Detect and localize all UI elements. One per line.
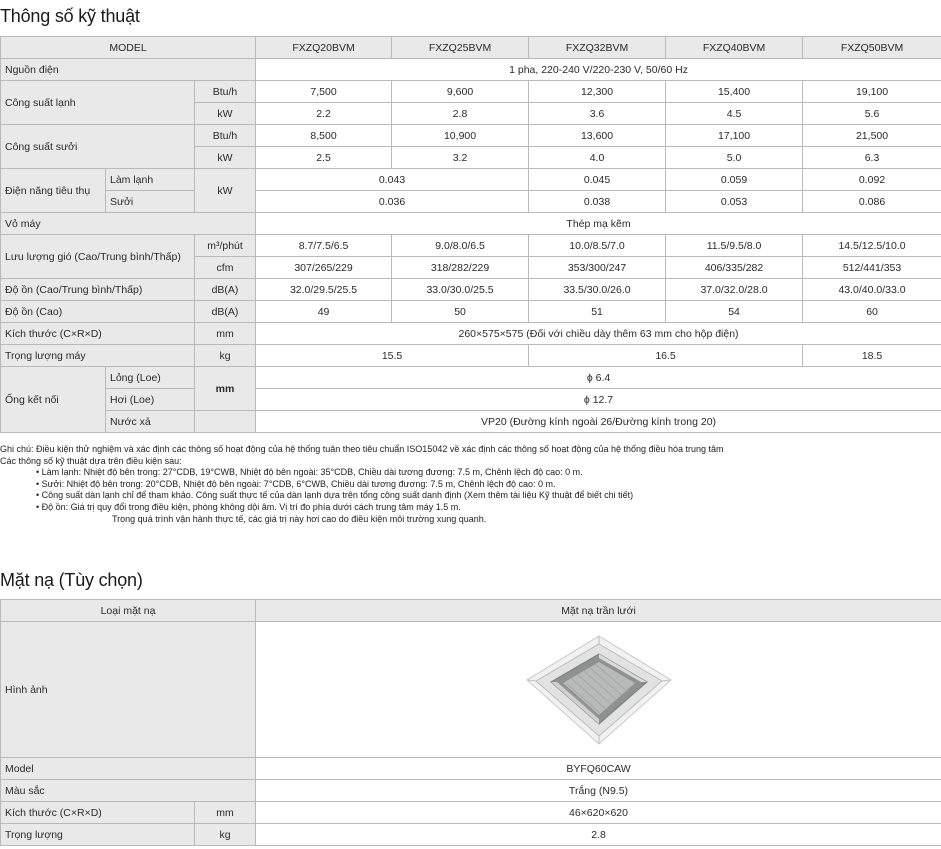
value-cell: 21,500 bbox=[803, 125, 941, 147]
unit-cell: mm bbox=[195, 367, 256, 411]
spec-table bbox=[0, 36, 941, 433]
note-bullet: • Sưởi: Nhiệt độ bên trong: 20°CDB, Nhiệt độ bên ngoài: 7°CDB, 6°CWB, Chiều dài tương đương: 7.5 m, Chênh lệch độ cao: 0 m. bbox=[36, 478, 556, 489]
value-cell: 5.0 bbox=[666, 147, 803, 169]
panel-image-cell bbox=[256, 622, 941, 758]
model-name: FXZQ20BVM bbox=[256, 37, 392, 59]
noise-high-label: Độ ồn (Cao) bbox=[1, 301, 195, 323]
value-cell: 2.2 bbox=[256, 103, 392, 125]
unit-cell: cfm bbox=[195, 257, 256, 279]
model-name: FXZQ40BVM bbox=[666, 37, 803, 59]
unit-cell: kg bbox=[195, 345, 256, 367]
value-cell: 353/300/247 bbox=[529, 257, 666, 279]
model-name: FXZQ25BVM bbox=[392, 37, 529, 59]
sub-label: Làm lạnh bbox=[106, 169, 195, 191]
value-cell: 0.059 bbox=[666, 169, 803, 191]
value-cell: 8.7/7.5/6.5 bbox=[256, 235, 392, 257]
dimensions-label: Kích thước (C×R×D) bbox=[1, 323, 195, 345]
panel-dim-value: 46×620×620 bbox=[256, 802, 941, 824]
value-cell: 18.5 bbox=[803, 345, 941, 367]
unit-cell: kg bbox=[195, 824, 256, 846]
value-cell: 2.5 bbox=[256, 147, 392, 169]
value-cell: 13,600 bbox=[529, 125, 666, 147]
value-cell: 512/441/353 bbox=[803, 257, 941, 279]
unit-cell: kW bbox=[195, 147, 256, 169]
value-cell: 4.0 bbox=[529, 147, 666, 169]
note-bullet: • Làm lạnh: Nhiệt độ bên trong: 27°CDB, 19°CWB, Nhiệt độ bên ngoài: 35°CDB, Chiều dài tương đương: 7.5 m, Chênh lệch độ cao: 0 m. bbox=[36, 467, 583, 478]
value-cell: 9,600 bbox=[392, 81, 529, 103]
value-cell: 4.5 bbox=[666, 103, 803, 125]
unit-cell: Btu/h bbox=[195, 125, 256, 147]
value-cell: 2.8 bbox=[392, 103, 529, 125]
value-cell: 17,100 bbox=[666, 125, 803, 147]
power-consumption-label: Điện năng tiêu thụ bbox=[1, 169, 106, 213]
value-cell: 51 bbox=[529, 301, 666, 323]
panel-model-value: BYFQ60CAW bbox=[256, 758, 941, 780]
note-line: Ghi chú: Điều kiện thử nghiệm và xác định các thông số hoạt động của hệ thống tuân theo tiêu chuẩn ISO15042 về xác định các thông số hoạt động của hệ thống điều hòa trung tâm bbox=[0, 444, 724, 454]
sub-label: Hơi (Loe) bbox=[106, 389, 195, 411]
panel-weight-value: 2.8 bbox=[256, 824, 941, 846]
casing-label: Vỏ máy bbox=[1, 213, 256, 235]
sub-label: Nước xả bbox=[106, 411, 195, 433]
value-cell: 307/265/229 bbox=[256, 257, 392, 279]
cooling-capacity-label: Công suất lạnh bbox=[1, 81, 195, 125]
value-cell: 60 bbox=[803, 301, 941, 323]
value-cell: ϕ 12.7 bbox=[256, 389, 941, 411]
unit-cell: dB(A) bbox=[195, 301, 256, 323]
value-cell: 0.092 bbox=[803, 169, 941, 191]
value-cell: 8,500 bbox=[256, 125, 392, 147]
value-cell: 0.043 bbox=[256, 169, 529, 191]
value-cell: 0.036 bbox=[256, 191, 529, 213]
heating-capacity-label: Công suất sưởi bbox=[1, 125, 195, 169]
panel-weight-label: Trọng lượng bbox=[1, 824, 195, 846]
sub-label: Lỏng (Loe) bbox=[106, 367, 195, 389]
note-bullet: • Độ ồn: Giá trị quy đổi trong điều kiện, phòng không dội âm. Vị trí đo phía dưới cách trung tâm máy 1.5 m. bbox=[36, 501, 461, 512]
value-cell: 32.0/29.5/25.5 bbox=[256, 279, 392, 301]
value-cell: 50 bbox=[392, 301, 529, 323]
unit-cell: kW bbox=[195, 103, 256, 125]
value-cell: 16.5 bbox=[529, 345, 803, 367]
value-cell: 0.038 bbox=[529, 191, 666, 213]
note-line: Các thông số kỹ thuật dựa trên điều kiện sau: bbox=[0, 455, 182, 466]
panel-title: Mặt nạ (Tùy chọn) bbox=[0, 570, 143, 590]
power-source-label: Nguồn điện bbox=[1, 59, 256, 81]
notes bbox=[0, 444, 941, 525]
value-cell: 0.086 bbox=[803, 191, 941, 213]
panel-type-label: Loại mặt nạ bbox=[1, 600, 256, 622]
value-cell: 0.045 bbox=[529, 169, 666, 191]
dimensions-value: 260×575×575 (Đối với chiều dày thêm 63 mm cho hộp điện) bbox=[256, 323, 941, 345]
value-cell: 11.5/9.5/8.0 bbox=[666, 235, 803, 257]
value-cell: 33.0/30.0/25.5 bbox=[392, 279, 529, 301]
unit-cell: mm bbox=[195, 323, 256, 345]
model-name: FXZQ32BVM bbox=[529, 37, 666, 59]
sub-label: Sưởi bbox=[106, 191, 195, 213]
value-cell: 19,100 bbox=[803, 81, 941, 103]
noise-label: Độ ồn (Cao/Trung bình/Thấp) bbox=[1, 279, 195, 301]
value-cell: 406/335/282 bbox=[666, 257, 803, 279]
panel-image-label: Hình ảnh bbox=[1, 622, 256, 758]
unit-cell: kW bbox=[195, 169, 256, 213]
value-cell: ϕ 6.4 bbox=[256, 367, 941, 389]
value-cell: 14.5/12.5/10.0 bbox=[803, 235, 941, 257]
value-cell: 54 bbox=[666, 301, 803, 323]
value-cell: VP20 (Đường kính ngoài 26/Đường kính trong 20) bbox=[256, 411, 941, 433]
value-cell: 6.3 bbox=[803, 147, 941, 169]
value-cell: 7,500 bbox=[256, 81, 392, 103]
model-header: MODEL bbox=[1, 37, 256, 59]
unit-cell: Btu/h bbox=[195, 81, 256, 103]
unit-cell: mm bbox=[195, 802, 256, 824]
panel-color-value: Trắng (N9.5) bbox=[256, 780, 941, 802]
unit-cell: m³/phút bbox=[195, 235, 256, 257]
value-cell: 49 bbox=[256, 301, 392, 323]
value-cell: 5.6 bbox=[803, 103, 941, 125]
spec-title: Thông số kỹ thuật bbox=[0, 6, 140, 26]
value-cell: 3.2 bbox=[392, 147, 529, 169]
value-cell: 12,300 bbox=[529, 81, 666, 103]
airflow-label: Lưu lượng gió (Cao/Trung bình/Thấp) bbox=[1, 235, 195, 279]
value-cell: 9.0/8.0/6.5 bbox=[392, 235, 529, 257]
value-cell: 10.0/8.5/7.0 bbox=[529, 235, 666, 257]
panel-table bbox=[0, 599, 941, 846]
unit-cell bbox=[195, 411, 256, 433]
value-cell: 318/282/229 bbox=[392, 257, 529, 279]
value-cell: 0.053 bbox=[666, 191, 803, 213]
model-name: FXZQ50BVM bbox=[803, 37, 941, 59]
value-cell: 43.0/40.0/33.0 bbox=[803, 279, 941, 301]
panel-color-label: Màu sắc bbox=[1, 780, 256, 802]
value-cell: 37.0/32.0/28.0 bbox=[666, 279, 803, 301]
unit-cell: dB(A) bbox=[195, 279, 256, 301]
note-bullet: • Công suất dàn lạnh chỉ để tham khảo. Công suất thực tế của dàn lạnh dựa trên tổng công suất danh định (Xem thêm tài liệu Kỹ thuật để biết chi tiết) bbox=[36, 490, 634, 501]
value-cell: 3.6 bbox=[529, 103, 666, 125]
value-cell: 15.5 bbox=[256, 345, 529, 367]
value-cell: 10,900 bbox=[392, 125, 529, 147]
casing-value: Thép mạ kẽm bbox=[256, 213, 941, 235]
power-source-value: 1 pha, 220-240 V/220-230 V, 50/60 Hz bbox=[256, 59, 941, 81]
value-cell: 15,400 bbox=[666, 81, 803, 103]
note-bullet: Trong quá trình vận hành thực tế, các giá trị này hơi cao do điều kiện môi trường xung quanh. bbox=[112, 513, 487, 524]
panel-model-label: Model bbox=[1, 758, 256, 780]
panel-type-value: Mặt nạ trần lưới bbox=[256, 600, 941, 622]
panel-dim-label: Kích thước (C×R×D) bbox=[1, 802, 195, 824]
piping-label: Ống kết nối bbox=[1, 367, 106, 433]
value-cell: 33.5/30.0/26.0 bbox=[529, 279, 666, 301]
ceiling-panel-image bbox=[519, 630, 679, 750]
weight-label: Trọng lượng máy bbox=[1, 345, 195, 367]
